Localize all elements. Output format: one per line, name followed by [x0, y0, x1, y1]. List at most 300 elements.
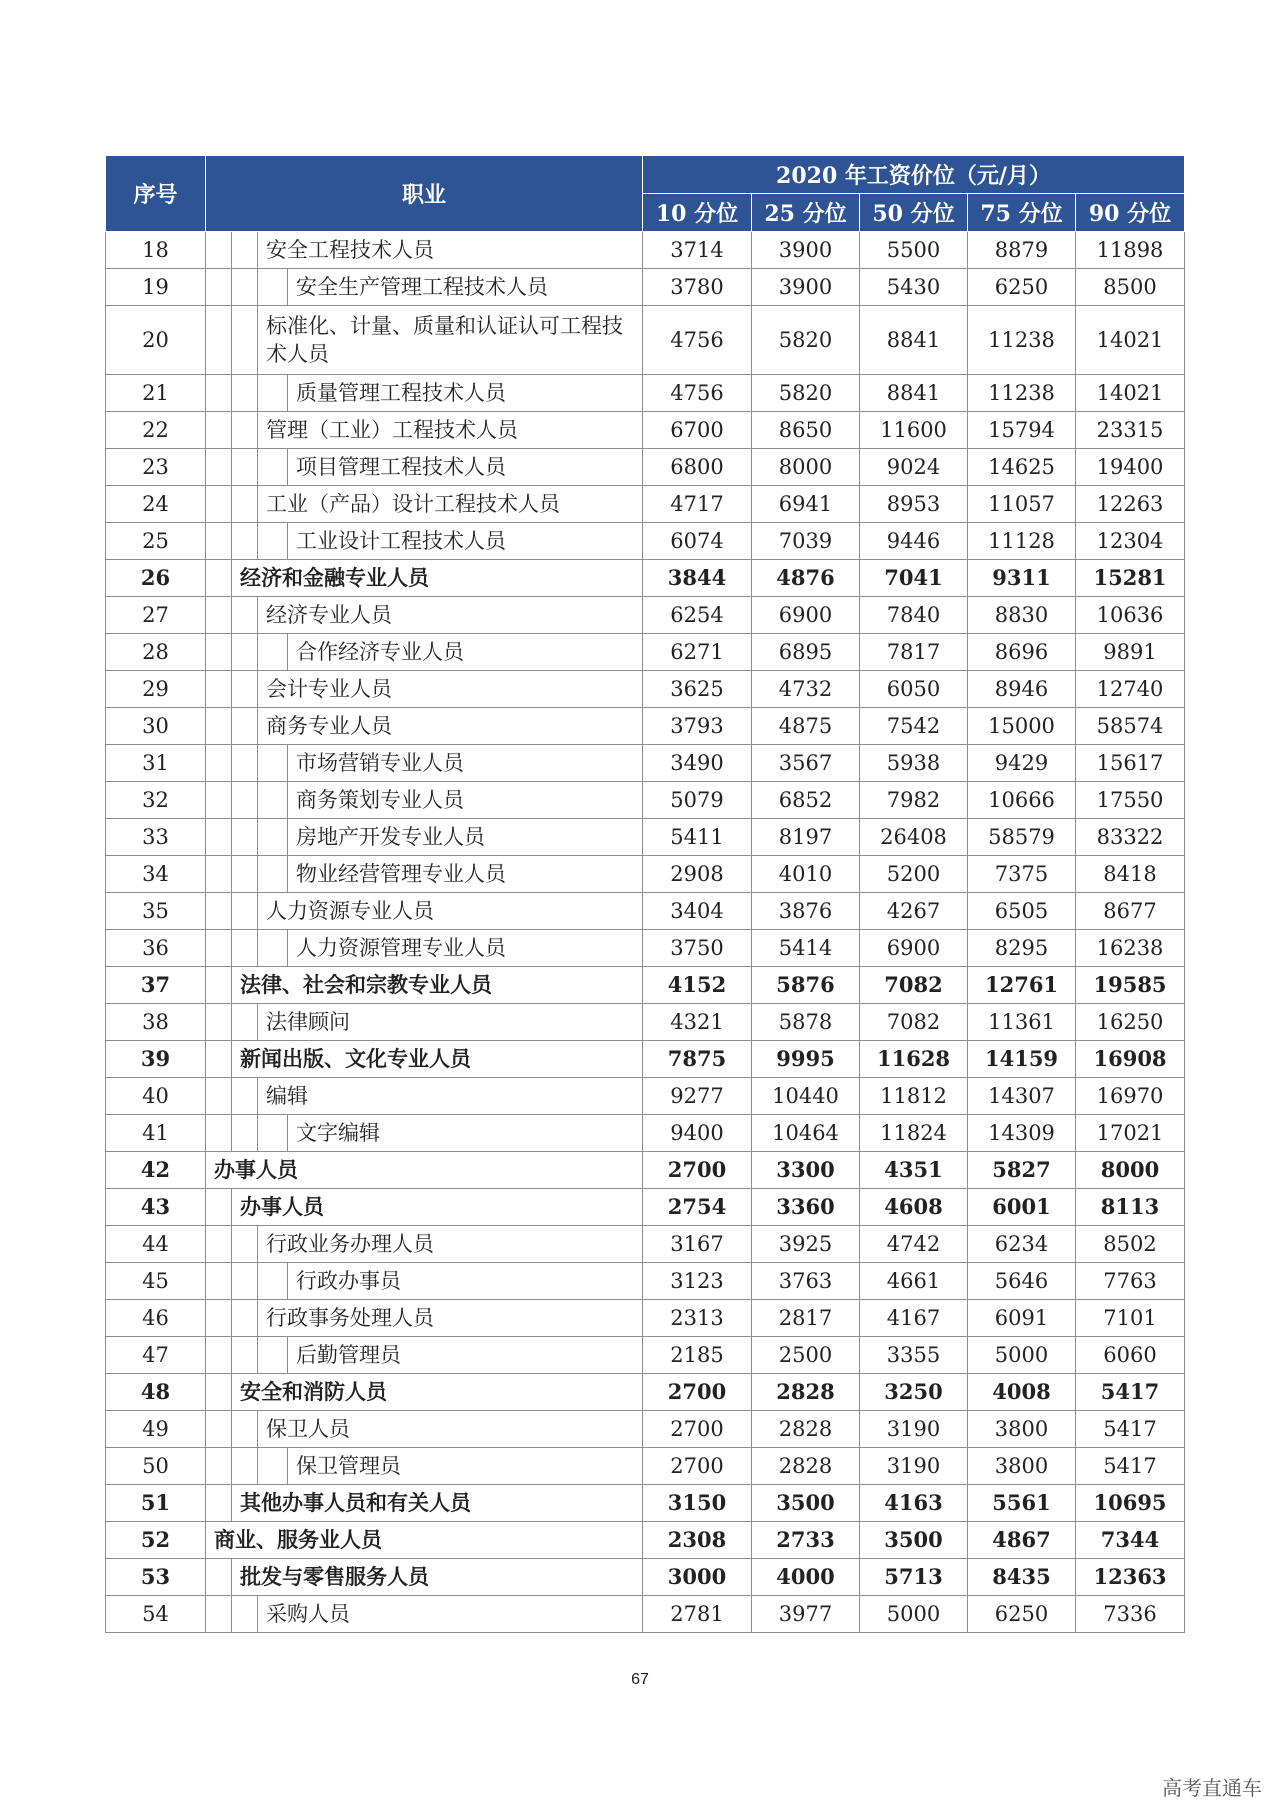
p90-value: 6060: [1076, 1337, 1185, 1374]
p75-value: 8696: [968, 634, 1076, 671]
occupation-name: 质量管理工程技术人员: [288, 375, 643, 412]
p10-value: 3404: [643, 893, 752, 930]
p90-value: 14021: [1076, 375, 1185, 412]
table-row: [106, 523, 1185, 560]
indent-cell: [232, 375, 258, 412]
p90-value: 16238: [1076, 930, 1185, 967]
p50-value: 5938: [860, 745, 968, 782]
indent-cell: [206, 1226, 232, 1263]
p10-value: 3625: [643, 671, 752, 708]
p50-value: 11812: [860, 1078, 968, 1115]
p25-value: 3925: [752, 1226, 860, 1263]
indent-cell: [206, 486, 232, 523]
p25-value: 9995: [752, 1041, 860, 1078]
p25-value: 4875: [752, 708, 860, 745]
header-row-top: [106, 156, 1185, 194]
p75-value: 6505: [968, 893, 1076, 930]
p50-value: 11600: [860, 412, 968, 449]
indent-cell: [206, 1448, 232, 1485]
indent-cell: [232, 306, 258, 375]
indent-cell: [206, 819, 232, 856]
p75-value: 11238: [968, 375, 1076, 412]
table-row: [106, 1522, 1185, 1559]
p90-value: 9891: [1076, 634, 1185, 671]
p10-value: 6074: [643, 523, 752, 560]
row-number: 39: [106, 1041, 206, 1078]
p50-value: 8841: [860, 306, 968, 375]
table-row: [106, 375, 1185, 412]
table-row: [106, 708, 1185, 745]
p90-value: 5417: [1076, 1448, 1185, 1485]
row-number: 37: [106, 967, 206, 1004]
indent-cell: [258, 449, 288, 486]
p10-value: 6271: [643, 634, 752, 671]
occupation-name: 新闻出版、文化专业人员: [232, 1041, 643, 1078]
indent-cell: [258, 1448, 288, 1485]
p25-value: 8197: [752, 819, 860, 856]
p50-value: 6900: [860, 930, 968, 967]
p10-value: 2313: [643, 1300, 752, 1337]
table-row: [106, 1448, 1185, 1485]
p25-value: 3900: [752, 269, 860, 306]
table-row: [106, 634, 1185, 671]
indent-cell: [206, 560, 232, 597]
p75-value: 6250: [968, 1596, 1076, 1633]
occupation-name: 行政业务办理人员: [258, 1226, 643, 1263]
p10-value: 4717: [643, 486, 752, 523]
p50-value: 9446: [860, 523, 968, 560]
p90-value: 16250: [1076, 1004, 1185, 1041]
indent-cell: [206, 930, 232, 967]
row-number: 47: [106, 1337, 206, 1374]
table-row: [106, 1004, 1185, 1041]
p90-value: 17021: [1076, 1115, 1185, 1152]
occupation-name: 工业设计工程技术人员: [288, 523, 643, 560]
table-row: [106, 269, 1185, 306]
row-number: 43: [106, 1189, 206, 1226]
p10-value: 6700: [643, 412, 752, 449]
table-row: [106, 486, 1185, 523]
indent-cell: [232, 1226, 258, 1263]
p50-value: 3250: [860, 1374, 968, 1411]
p50-value: 6050: [860, 671, 968, 708]
indent-cell: [232, 412, 258, 449]
indent-cell: [232, 708, 258, 745]
table-row: [106, 412, 1185, 449]
p90-value: 8500: [1076, 269, 1185, 306]
p10-value: 2700: [643, 1411, 752, 1448]
occupation-name: 房地产开发专业人员: [288, 819, 643, 856]
header-p25: 25 分位: [752, 194, 860, 232]
header-p10: 10 分位: [643, 194, 752, 232]
p10-value: 7875: [643, 1041, 752, 1078]
p10-value: 3167: [643, 1226, 752, 1263]
p75-value: 6250: [968, 269, 1076, 306]
p25-value: 3300: [752, 1152, 860, 1189]
p90-value: 12263: [1076, 486, 1185, 523]
occupation-name: 经济和金融专业人员: [232, 560, 643, 597]
p50-value: 7817: [860, 634, 968, 671]
row-number: 54: [106, 1596, 206, 1633]
table-row: [106, 1226, 1185, 1263]
p90-value: 7101: [1076, 1300, 1185, 1337]
row-number: 49: [106, 1411, 206, 1448]
table-row: [106, 560, 1185, 597]
row-number: 38: [106, 1004, 206, 1041]
row-number: 21: [106, 375, 206, 412]
watermark-text: 高考直通车: [1162, 1776, 1262, 1800]
indent-cell: [206, 634, 232, 671]
occupation-name: 文字编辑: [288, 1115, 643, 1152]
indent-cell: [206, 967, 232, 1004]
p75-value: 7375: [968, 856, 1076, 893]
indent-cell: [206, 1263, 232, 1300]
p75-value: 8295: [968, 930, 1076, 967]
indent-cell: [232, 1411, 258, 1448]
p90-value: 58574: [1076, 708, 1185, 745]
indent-cell: [232, 856, 258, 893]
p10-value: 5411: [643, 819, 752, 856]
row-number: 28: [106, 634, 206, 671]
header-p50: 50 分位: [860, 194, 968, 232]
p10-value: 3490: [643, 745, 752, 782]
p75-value: 14307: [968, 1078, 1076, 1115]
occupation-name: 安全工程技术人员: [258, 232, 643, 269]
occupation-name: 行政事务处理人员: [258, 1300, 643, 1337]
p75-value: 5000: [968, 1337, 1076, 1374]
indent-cell: [232, 1300, 258, 1337]
p75-value: 14159: [968, 1041, 1076, 1078]
p50-value: 5000: [860, 1596, 968, 1633]
occupation-name: 办事人员: [206, 1152, 643, 1189]
indent-cell: [232, 597, 258, 634]
row-number: 31: [106, 745, 206, 782]
occupation-name: 人力资源管理专业人员: [288, 930, 643, 967]
occupation-name: 项目管理工程技术人员: [288, 449, 643, 486]
p25-value: 5878: [752, 1004, 860, 1041]
p10-value: 3000: [643, 1559, 752, 1596]
row-number: 26: [106, 560, 206, 597]
indent-cell: [206, 1596, 232, 1633]
indent-cell: [258, 856, 288, 893]
p90-value: 8113: [1076, 1189, 1185, 1226]
indent-cell: [206, 1004, 232, 1041]
p75-value: 4867: [968, 1522, 1076, 1559]
p50-value: 5713: [860, 1559, 968, 1596]
p75-value: 11361: [968, 1004, 1076, 1041]
p10-value: 4756: [643, 306, 752, 375]
p75-value: 6234: [968, 1226, 1076, 1263]
row-number: 48: [106, 1374, 206, 1411]
p25-value: 2733: [752, 1522, 860, 1559]
p25-value: 6895: [752, 634, 860, 671]
p90-value: 23315: [1076, 412, 1185, 449]
p50-value: 3500: [860, 1522, 968, 1559]
p10-value: 2308: [643, 1522, 752, 1559]
p50-value: 7082: [860, 967, 968, 1004]
table-row: [106, 782, 1185, 819]
p10-value: 3750: [643, 930, 752, 967]
p50-value: 8953: [860, 486, 968, 523]
indent-cell: [206, 893, 232, 930]
p25-value: 8650: [752, 412, 860, 449]
p50-value: 11824: [860, 1115, 968, 1152]
p90-value: 16970: [1076, 1078, 1185, 1115]
p25-value: 2828: [752, 1374, 860, 1411]
indent-cell: [206, 1337, 232, 1374]
p50-value: 26408: [860, 819, 968, 856]
table-row: [106, 745, 1185, 782]
p10-value: 3150: [643, 1485, 752, 1522]
row-number: 29: [106, 671, 206, 708]
p90-value: 8000: [1076, 1152, 1185, 1189]
table-row: [106, 1374, 1185, 1411]
occupation-name: 商业、服务业人员: [206, 1522, 643, 1559]
occupation-name: 办事人员: [232, 1189, 643, 1226]
p50-value: 5500: [860, 232, 968, 269]
header-seq: 序号: [106, 156, 206, 232]
occupation-name: 会计专业人员: [258, 671, 643, 708]
p25-value: 10464: [752, 1115, 860, 1152]
table-row: [106, 306, 1185, 375]
p10-value: 6800: [643, 449, 752, 486]
table-row: [106, 1337, 1185, 1374]
p10-value: 2781: [643, 1596, 752, 1633]
p50-value: 3190: [860, 1448, 968, 1485]
indent-cell: [206, 745, 232, 782]
occupation-name: 标准化、计量、质量和认证认可工程技术人员: [258, 306, 643, 375]
p25-value: 6900: [752, 597, 860, 634]
indent-cell: [232, 1337, 258, 1374]
p10-value: 3844: [643, 560, 752, 597]
p50-value: 5430: [860, 269, 968, 306]
occupation-name: 保卫管理员: [288, 1448, 643, 1485]
occupation-name: 安全和消防人员: [232, 1374, 643, 1411]
occupation-name: 法律顾问: [258, 1004, 643, 1041]
indent-cell: [258, 819, 288, 856]
p75-value: 8946: [968, 671, 1076, 708]
table-row: [106, 1041, 1185, 1078]
p90-value: 8677: [1076, 893, 1185, 930]
occupation-name: 商务策划专业人员: [288, 782, 643, 819]
table-row: [106, 930, 1185, 967]
p75-value: 14625: [968, 449, 1076, 486]
occupation-name: 其他办事人员和有关人员: [232, 1485, 643, 1522]
p50-value: 3190: [860, 1411, 968, 1448]
p10-value: 9400: [643, 1115, 752, 1152]
p50-value: 8841: [860, 375, 968, 412]
p75-value: 11238: [968, 306, 1076, 375]
indent-cell: [258, 269, 288, 306]
p75-value: 6091: [968, 1300, 1076, 1337]
occupation-name: 编辑: [258, 1078, 643, 1115]
p25-value: 6852: [752, 782, 860, 819]
table-row: [106, 597, 1185, 634]
p75-value: 15000: [968, 708, 1076, 745]
p75-value: 5561: [968, 1485, 1076, 1522]
indent-cell: [232, 449, 258, 486]
indent-cell: [232, 232, 258, 269]
p25-value: 2828: [752, 1448, 860, 1485]
p25-value: 5414: [752, 930, 860, 967]
p25-value: 3900: [752, 232, 860, 269]
indent-cell: [206, 375, 232, 412]
table-row: [106, 1152, 1185, 1189]
indent-cell: [232, 745, 258, 782]
row-number: 18: [106, 232, 206, 269]
row-number: 27: [106, 597, 206, 634]
indent-cell: [232, 269, 258, 306]
row-number: 42: [106, 1152, 206, 1189]
occupation-name: 安全生产管理工程技术人员: [288, 269, 643, 306]
table-row: [106, 671, 1185, 708]
p10-value: 4152: [643, 967, 752, 1004]
indent-cell: [206, 1485, 232, 1522]
p25-value: 5820: [752, 375, 860, 412]
p25-value: 3977: [752, 1596, 860, 1633]
p50-value: 7542: [860, 708, 968, 745]
indent-cell: [258, 375, 288, 412]
p90-value: 7763: [1076, 1263, 1185, 1300]
p90-value: 10695: [1076, 1485, 1185, 1522]
p50-value: 4163: [860, 1485, 968, 1522]
p50-value: 7082: [860, 1004, 968, 1041]
p50-value: 4351: [860, 1152, 968, 1189]
header-p75: 75 分位: [968, 194, 1076, 232]
row-number: 19: [106, 269, 206, 306]
p50-value: 7840: [860, 597, 968, 634]
occupation-name: 合作经济专业人员: [288, 634, 643, 671]
p25-value: 3360: [752, 1189, 860, 1226]
occupation-name: 批发与零售服务人员: [232, 1559, 643, 1596]
row-number: 50: [106, 1448, 206, 1485]
p90-value: 7344: [1076, 1522, 1185, 1559]
p90-value: 15281: [1076, 560, 1185, 597]
indent-cell: [206, 449, 232, 486]
p25-value: 8000: [752, 449, 860, 486]
row-number: 32: [106, 782, 206, 819]
indent-cell: [232, 930, 258, 967]
indent-cell: [258, 745, 288, 782]
p75-value: 8879: [968, 232, 1076, 269]
p75-value: 15794: [968, 412, 1076, 449]
p90-value: 11898: [1076, 232, 1185, 269]
p75-value: 9311: [968, 560, 1076, 597]
indent-cell: [232, 1115, 258, 1152]
indent-cell: [232, 782, 258, 819]
indent-cell: [206, 523, 232, 560]
p10-value: 4321: [643, 1004, 752, 1041]
occupation-name: 保卫人员: [258, 1411, 643, 1448]
p25-value: 5876: [752, 967, 860, 1004]
table-row: [106, 1300, 1185, 1337]
p90-value: 19585: [1076, 967, 1185, 1004]
p25-value: 2500: [752, 1337, 860, 1374]
p90-value: 12304: [1076, 523, 1185, 560]
table-row: [106, 893, 1185, 930]
wage-table: [105, 155, 1185, 1633]
indent-cell: [206, 597, 232, 634]
row-number: 35: [106, 893, 206, 930]
row-number: 46: [106, 1300, 206, 1337]
indent-cell: [206, 1078, 232, 1115]
occupation-name: 市场营销专业人员: [288, 745, 643, 782]
p75-value: 5646: [968, 1263, 1076, 1300]
p75-value: 5827: [968, 1152, 1076, 1189]
p75-value: 4008: [968, 1374, 1076, 1411]
p10-value: 3793: [643, 708, 752, 745]
row-number: 52: [106, 1522, 206, 1559]
header-wage-group: 2020 年工资价位（元/月）: [643, 156, 1185, 194]
p75-value: 8830: [968, 597, 1076, 634]
occupation-name: 采购人员: [258, 1596, 643, 1633]
p75-value: 6001: [968, 1189, 1076, 1226]
p10-value: 3780: [643, 269, 752, 306]
header-occupation: 职业: [206, 156, 643, 232]
p90-value: 8502: [1076, 1226, 1185, 1263]
indent-cell: [258, 634, 288, 671]
indent-cell: [206, 306, 232, 375]
header-p90: 90 分位: [1076, 194, 1185, 232]
indent-cell: [206, 269, 232, 306]
table-row: [106, 1411, 1185, 1448]
indent-cell: [206, 1411, 232, 1448]
p50-value: 3355: [860, 1337, 968, 1374]
indent-cell: [232, 893, 258, 930]
p10-value: 2185: [643, 1337, 752, 1374]
p90-value: 5417: [1076, 1374, 1185, 1411]
table-row: [106, 1596, 1185, 1633]
indent-cell: [232, 1004, 258, 1041]
occupation-name: 管理（工业）工程技术人员: [258, 412, 643, 449]
p90-value: 8418: [1076, 856, 1185, 893]
p25-value: 3500: [752, 1485, 860, 1522]
p25-value: 3876: [752, 893, 860, 930]
row-number: 25: [106, 523, 206, 560]
indent-cell: [258, 930, 288, 967]
p25-value: 3763: [752, 1263, 860, 1300]
p90-value: 5417: [1076, 1411, 1185, 1448]
p90-value: 16908: [1076, 1041, 1185, 1078]
indent-cell: [206, 782, 232, 819]
p25-value: 4000: [752, 1559, 860, 1596]
row-number: 20: [106, 306, 206, 375]
p10-value: 4756: [643, 375, 752, 412]
indent-cell: [258, 1115, 288, 1152]
p10-value: 2700: [643, 1448, 752, 1485]
p50-value: 11628: [860, 1041, 968, 1078]
indent-cell: [206, 1559, 232, 1596]
row-number: 44: [106, 1226, 206, 1263]
p10-value: 6254: [643, 597, 752, 634]
occupation-name: 后勤管理员: [288, 1337, 643, 1374]
p50-value: 5200: [860, 856, 968, 893]
p10-value: 3714: [643, 232, 752, 269]
table-row: [106, 1485, 1185, 1522]
p50-value: 4608: [860, 1189, 968, 1226]
indent-cell: [232, 523, 258, 560]
p90-value: 83322: [1076, 819, 1185, 856]
row-number: 33: [106, 819, 206, 856]
indent-cell: [206, 856, 232, 893]
indent-cell: [232, 1596, 258, 1633]
p75-value: 58579: [968, 819, 1076, 856]
occupation-name: 行政办事员: [288, 1263, 643, 1300]
p25-value: 4876: [752, 560, 860, 597]
indent-cell: [206, 412, 232, 449]
p75-value: 14309: [968, 1115, 1076, 1152]
row-number: 22: [106, 412, 206, 449]
